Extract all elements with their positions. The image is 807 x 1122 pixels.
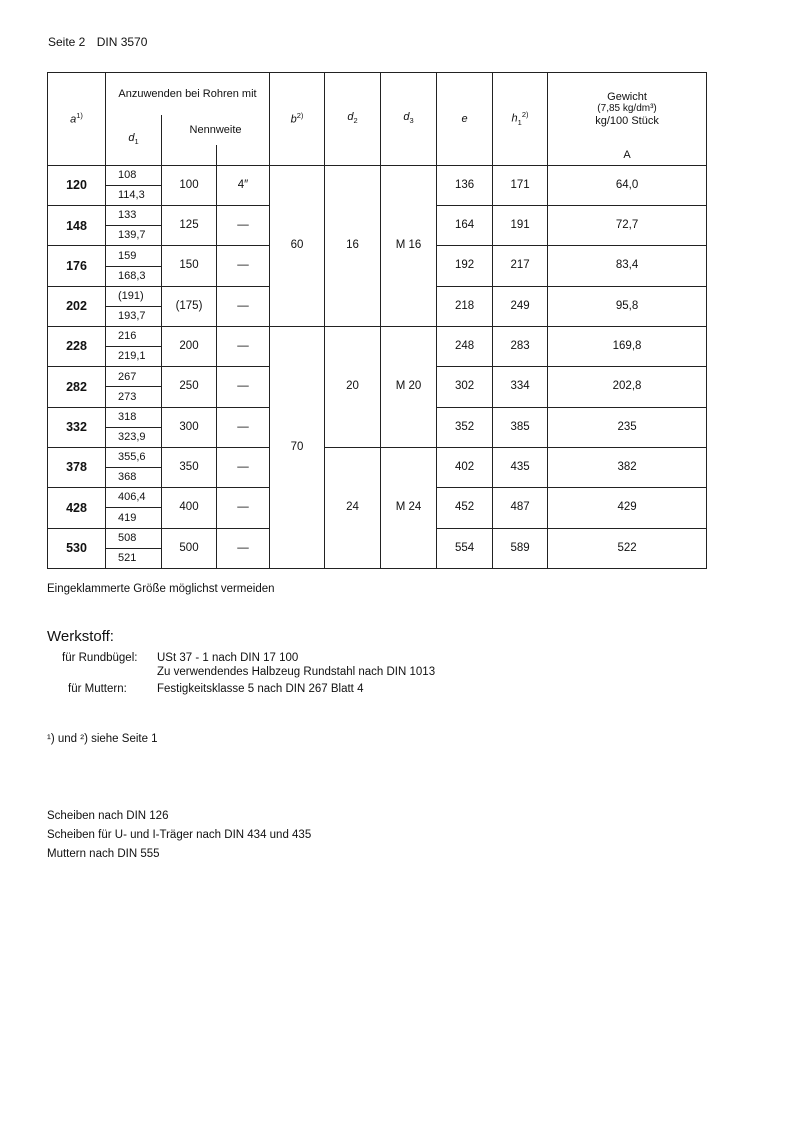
table-cell-weight: 83,4 xyxy=(548,246,707,286)
table-cell-d2-merged: 24 xyxy=(325,447,381,568)
reference-line: Scheiben für U- und I-Träger nach DIN 434 und 435 xyxy=(47,829,312,841)
table-cell-weight: 95,8 xyxy=(548,286,707,326)
table-cell-e: 192 xyxy=(437,246,493,286)
table-cell-nennweite-zoll: — xyxy=(217,488,270,528)
table-cell-d1: 216 xyxy=(106,326,162,346)
table-cell-d1: 508 xyxy=(106,528,162,548)
table-cell-h1: 191 xyxy=(493,206,548,246)
page-header xyxy=(48,35,147,49)
table-cell-d1: 419 xyxy=(106,508,162,528)
table-cell-d1: 521 xyxy=(106,548,162,568)
table-cell-weight: 64,0 xyxy=(548,165,707,205)
werkstoff-mutter-value: Festigkeitsklasse 5 nach DIN 267 Blatt 4 xyxy=(157,683,364,695)
reference-line: Scheiben nach DIN 126 xyxy=(47,810,169,822)
table-cell-d1: 318 xyxy=(106,407,162,427)
table-cell-weight: 429 xyxy=(548,488,707,528)
werkstoff-rund-line1: USt 37 - 1 nach DIN 17 100 xyxy=(157,652,299,664)
table-cell-d1: 159 xyxy=(106,246,162,266)
table-cell-d1: 219,1 xyxy=(106,347,162,367)
table-cell-e: 136 xyxy=(437,165,493,205)
col-header-e: e xyxy=(437,73,493,166)
table-cell-nennweite-zoll: — xyxy=(217,447,270,487)
table-cell-h1: 171 xyxy=(493,165,548,205)
table-cell-e: 248 xyxy=(437,326,493,366)
table-cell-nennweite: 400 xyxy=(162,488,217,528)
table-cell-nennweite: (175) xyxy=(162,286,217,326)
table-cell-e: 302 xyxy=(437,367,493,407)
table-cell-h1: 487 xyxy=(493,488,548,528)
table-cell-d1: 114,3 xyxy=(106,185,162,205)
table-cell-d1: 368 xyxy=(106,468,162,488)
table-cell-e: 554 xyxy=(437,528,493,568)
table-cell-a: 282 xyxy=(48,367,106,407)
col-header-a: $a^{1)}$ xyxy=(48,73,106,166)
table-cell-d1: 355,6 xyxy=(106,447,162,467)
table-cell-nennweite: 350 xyxy=(162,447,217,487)
table-cell-nennweite-zoll: — xyxy=(217,528,270,568)
table-cell-weight: 72,7 xyxy=(548,206,707,246)
table-cell-nennweite: 200 xyxy=(162,326,217,366)
table-cell-d1: 267 xyxy=(106,367,162,387)
table-cell-b-merged: 60 xyxy=(270,165,325,326)
table-cell-a: 176 xyxy=(48,246,106,286)
table-cell-a: 428 xyxy=(48,488,106,528)
table-cell-a: 148 xyxy=(48,206,106,246)
table-cell-nennweite-zoll: — xyxy=(217,206,270,246)
table-cell-d3-merged: M 20 xyxy=(381,326,437,447)
table-cell-h1: 217 xyxy=(493,246,548,286)
col-header-d3: $d_3$ xyxy=(381,73,437,166)
werkstoff-mutter-label: für Muttern: xyxy=(68,683,127,695)
table-cell-b-merged: 70 xyxy=(270,326,325,568)
table-cell-nennweite: 125 xyxy=(162,206,217,246)
table-cell-nennweite-zoll: — xyxy=(217,286,270,326)
table-cell-d1: 323,9 xyxy=(106,427,162,447)
table-cell-nennweite-zoll: — xyxy=(217,367,270,407)
page-number: Seite 2 xyxy=(48,35,86,49)
table-cell-h1: 435 xyxy=(493,447,548,487)
table-cell-d1: 139,7 xyxy=(106,226,162,246)
table-cell-d2-merged: 20 xyxy=(325,326,381,447)
table-cell-d1: 168,3 xyxy=(106,266,162,286)
table-cell-d1: 108 xyxy=(106,165,162,185)
table-cell-e: 352 xyxy=(437,407,493,447)
dimension-table xyxy=(47,72,707,569)
table-cell-d1: 273 xyxy=(106,387,162,407)
table-cell-e: 218 xyxy=(437,286,493,326)
col-header-group: Anzuwenden bei Rohren mit xyxy=(106,73,270,115)
table-cell-a: 202 xyxy=(48,286,106,326)
table-cell-d3-merged: M 16 xyxy=(381,165,437,326)
table-cell-weight: 522 xyxy=(548,528,707,568)
col-header-weight: Gewicht (7,85 kg/dm³) kg/100 Stück xyxy=(548,73,707,146)
werkstoff-title: Werkstoff: xyxy=(47,628,114,645)
table-cell-h1: 249 xyxy=(493,286,548,326)
standard-number: DIN 3570 xyxy=(96,35,148,49)
table-cell-a: 120 xyxy=(48,165,106,205)
table-cell-a: 228 xyxy=(48,326,106,366)
table-cell-nennweite: 250 xyxy=(162,367,217,407)
col-header-d1: $d_1$ xyxy=(106,115,162,165)
table-cell-nennweite-zoll: 4″ xyxy=(217,165,270,205)
table-cell-e: 164 xyxy=(437,206,493,246)
col-header-h1: $h_1^{2)}$ xyxy=(493,73,548,166)
werkstoff-rund-label: für Rundbügel: xyxy=(62,652,138,664)
table-cell-nennweite-zoll: — xyxy=(217,407,270,447)
nennweite-sub-2 xyxy=(217,145,270,165)
col-header-weight-sub: A xyxy=(548,145,707,165)
col-header-nennweite: Nennweite xyxy=(162,115,270,145)
table-cell-nennweite: 300 xyxy=(162,407,217,447)
table-cell-d1: 193,7 xyxy=(106,306,162,326)
table-note: Eingeklammerte Größe möglichst vermeiden xyxy=(47,583,275,595)
col-header-b: $b^{2)}$ xyxy=(270,73,325,166)
table-cell-nennweite-zoll: — xyxy=(217,326,270,366)
table-cell-weight: 382 xyxy=(548,447,707,487)
table-cell-d2-merged: 16 xyxy=(325,165,381,326)
reference-line: Muttern nach DIN 555 xyxy=(47,848,160,860)
table-cell-d1: (191) xyxy=(106,286,162,306)
table-cell-e: 402 xyxy=(437,447,493,487)
nennweite-sub-1 xyxy=(162,145,217,165)
table-cell-d3-merged: M 24 xyxy=(381,447,437,568)
table-cell-d1: 406,4 xyxy=(106,488,162,508)
table-cell-nennweite-zoll: — xyxy=(217,246,270,286)
table-cell-h1: 385 xyxy=(493,407,548,447)
table-cell-weight: 202,8 xyxy=(548,367,707,407)
table-cell-weight: 169,8 xyxy=(548,326,707,366)
table-cell-a: 530 xyxy=(48,528,106,568)
footnote: ¹) und ²) siehe Seite 1 xyxy=(47,733,158,745)
col-header-d2: $d_2$ xyxy=(325,73,381,166)
table-cell-nennweite: 100 xyxy=(162,165,217,205)
table-cell-weight: 235 xyxy=(548,407,707,447)
werkstoff-rund-line2: Zu verwendendes Halbzeug Rundstahl nach DIN 1013 xyxy=(157,666,436,678)
table-cell-a: 332 xyxy=(48,407,106,447)
table-cell-h1: 589 xyxy=(493,528,548,568)
table-cell-h1: 334 xyxy=(493,367,548,407)
table-cell-a: 378 xyxy=(48,447,106,487)
table-cell-nennweite: 150 xyxy=(162,246,217,286)
table-cell-h1: 283 xyxy=(493,326,548,366)
table-cell-nennweite: 500 xyxy=(162,528,217,568)
table-cell-d1: 133 xyxy=(106,206,162,226)
table-cell-e: 452 xyxy=(437,488,493,528)
